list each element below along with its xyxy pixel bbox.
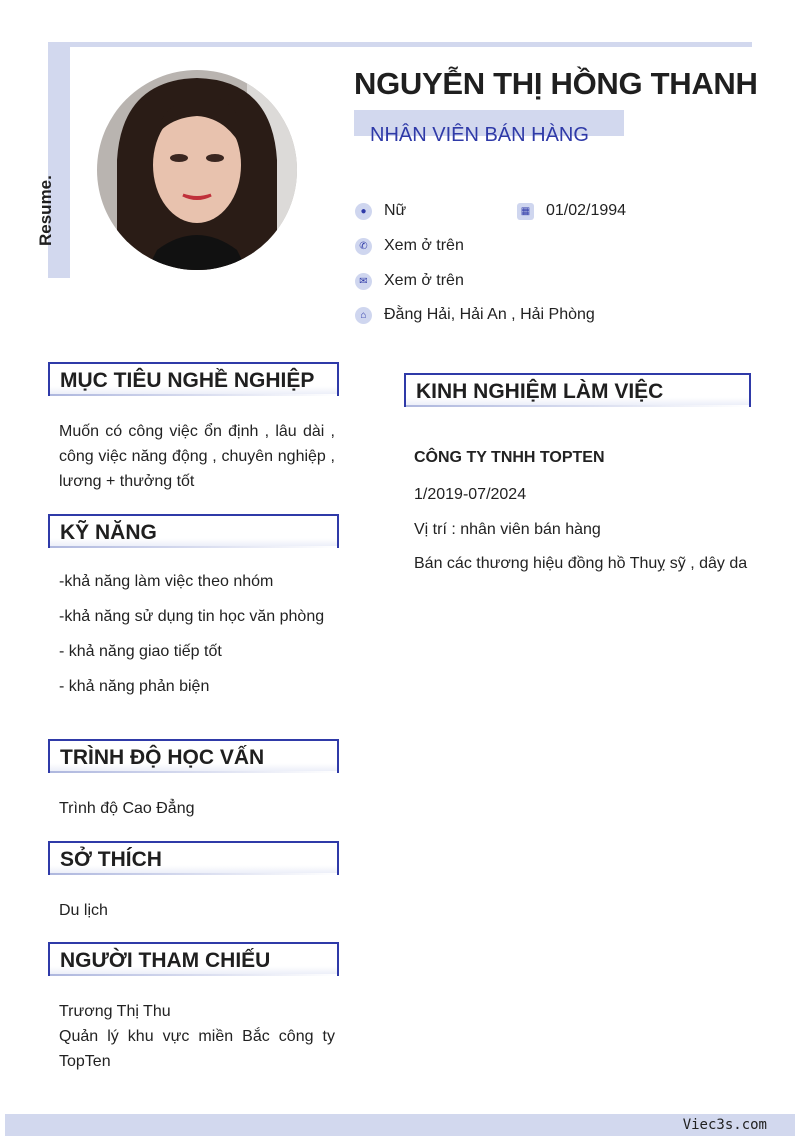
skill-item: - khả năng phản biện bbox=[59, 678, 210, 695]
top-decor-rule bbox=[48, 42, 752, 47]
experience-header bbox=[404, 373, 751, 407]
hobbies-header bbox=[48, 841, 339, 875]
birthday-row bbox=[517, 202, 626, 220]
candidate-name: NGUYỄN THỊ HỒNG THANH bbox=[354, 66, 758, 101]
hobbies-text: Du lịch bbox=[59, 902, 108, 919]
resume-label: Resume. bbox=[36, 175, 55, 246]
job-description: Bán các thương hiệu đồng hồ Thuỵ sỹ , dây da bbox=[414, 555, 748, 572]
objective-header bbox=[48, 362, 339, 396]
education-title: TRÌNH ĐỘ HỌC VẤN bbox=[60, 746, 265, 769]
skill-item: -khả năng sử dụng tin học văn phòng bbox=[59, 608, 325, 625]
references-header bbox=[48, 942, 339, 976]
experience-title: KINH NGHIỆM LÀM VIỆC bbox=[416, 380, 664, 403]
skills-title: KỸ NĂNG bbox=[60, 521, 157, 544]
mail-icon: ✉ bbox=[355, 273, 372, 290]
phone-value: Xem ở trên bbox=[384, 237, 464, 254]
skills-list bbox=[59, 569, 335, 709]
gender-row bbox=[355, 202, 406, 220]
reference-role: Quản lý khu vực miền Bắc công ty TopTen bbox=[59, 1028, 335, 1070]
skill-item: -khả năng làm việc theo nhóm bbox=[59, 573, 274, 590]
skill-item: - khả năng giao tiếp tốt bbox=[59, 643, 222, 660]
reference-name: Trương Thị Thu bbox=[59, 1003, 171, 1020]
footer-bar bbox=[5, 1114, 795, 1136]
home-icon: ⌂ bbox=[355, 307, 372, 324]
company-name: CÔNG TY TNHH TOPTEN bbox=[414, 449, 605, 466]
experience-body bbox=[414, 445, 750, 576]
employment-period: 1/2019-07/2024 bbox=[414, 486, 527, 503]
address-value: Đằng Hải, Hải An , Hải Phòng bbox=[384, 306, 595, 323]
footer-brand: Viec3s.com bbox=[682, 1117, 767, 1133]
address-row bbox=[355, 306, 595, 324]
phone-icon: ✆ bbox=[355, 238, 372, 255]
position-text: Vị trí : nhân viên bán hàng bbox=[414, 521, 601, 538]
job-title: NHÂN VIÊN BÁN HÀNG bbox=[370, 124, 589, 146]
gender-value: Nữ bbox=[384, 202, 407, 219]
calendar-icon: ▦ bbox=[517, 203, 534, 220]
hobbies-title: SỞ THÍCH bbox=[60, 848, 162, 871]
education-text: Trình độ Cao Đẳng bbox=[59, 800, 195, 817]
profile-photo bbox=[97, 70, 297, 270]
phone-row bbox=[355, 237, 464, 255]
skills-header bbox=[48, 514, 339, 548]
objective-text: Muốn có công việc ổn định , lâu dài , công việc năng động , chuyên nghiệp , lương + thưởng tốt bbox=[59, 423, 335, 490]
objective-title: MỤC TIÊU NGHỀ NGHIỆP bbox=[60, 369, 315, 392]
person-icon: ● bbox=[355, 203, 372, 220]
email-value: Xem ở trên bbox=[384, 272, 464, 289]
email-row bbox=[355, 272, 464, 290]
education-header bbox=[48, 739, 339, 773]
birthday-value: 01/02/1994 bbox=[546, 202, 627, 219]
references-title: NGƯỜI THAM CHIẾU bbox=[60, 949, 271, 972]
references-body bbox=[59, 999, 335, 1074]
